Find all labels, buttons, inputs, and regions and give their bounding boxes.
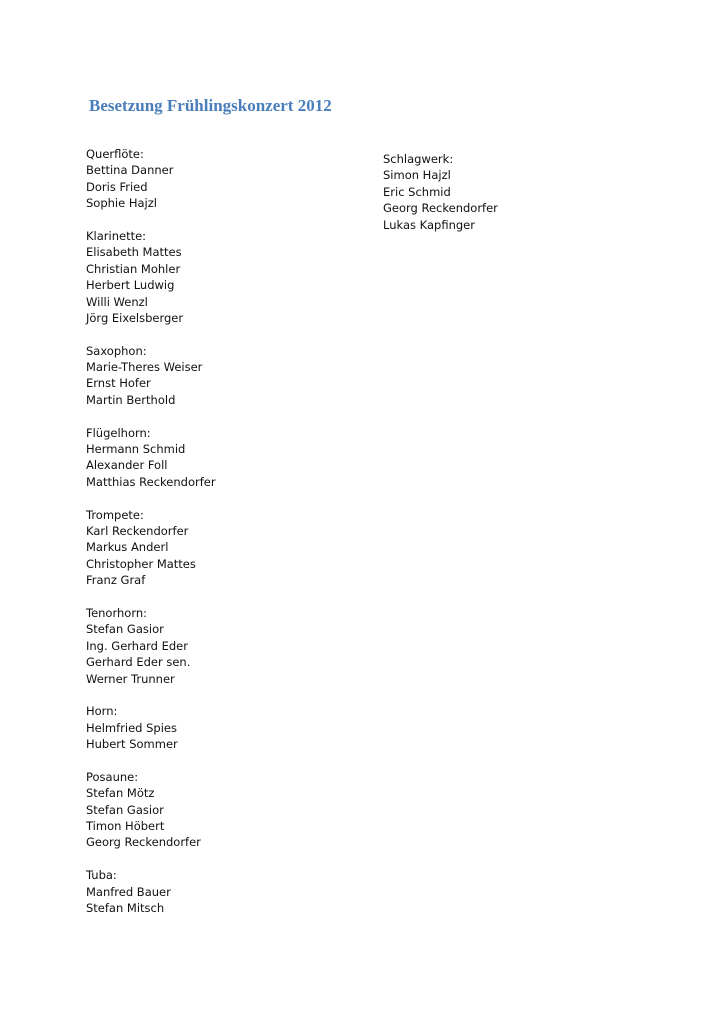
- member-name: Marie-Theres Weiser: [86, 360, 203, 375]
- member-name: Doris Fried: [86, 179, 148, 194]
- section-trompete: [86, 507, 216, 589]
- section-heading: Posaune:: [86, 769, 139, 784]
- section-heading: Saxophon:: [86, 343, 147, 358]
- section-querfloete: [86, 146, 216, 212]
- section-heading: Querflöte:: [86, 147, 144, 161]
- section-heading: Tuba:: [86, 868, 117, 883]
- right-column: [383, 151, 498, 233]
- member-name: Markus Anderl: [86, 540, 169, 555]
- section-tuba: [86, 867, 216, 916]
- member-name: Ernst Hofer: [86, 376, 151, 391]
- member-name: Lukas Kapfinger: [383, 217, 475, 232]
- member-name: Jörg Eixelsberger: [86, 310, 184, 325]
- member-name: Manfred Bauer: [86, 884, 171, 899]
- member-name: Helmfried Spies: [86, 720, 177, 735]
- member-name: Elisabeth Mattes: [86, 245, 182, 260]
- member-name: Christian Mohler: [86, 261, 181, 276]
- member-name: Karl Reckendorfer: [86, 523, 189, 538]
- member-name: Stefan Mötz: [86, 786, 155, 801]
- member-name: Hubert Sommer: [86, 737, 178, 752]
- member-name: Stefan Gasior: [86, 622, 164, 637]
- member-name: Herbert Ludwig: [86, 278, 175, 293]
- member-name: Martin Berthold: [86, 392, 176, 407]
- member-name: Stefan Gasior: [86, 802, 164, 817]
- member-name: Bettina Danner: [86, 163, 174, 178]
- section-heading: Trompete:: [86, 507, 144, 522]
- section-tenorhorn: [86, 605, 216, 687]
- member-name: Franz Graf: [86, 573, 146, 588]
- member-name: Ing. Gerhard Eder: [86, 638, 188, 653]
- section-saxophon: [86, 343, 216, 409]
- member-name: Alexander Foll: [86, 458, 168, 473]
- section-heading: Klarinette:: [86, 228, 147, 243]
- section-horn: [86, 703, 216, 752]
- member-name: Christopher Mattes: [86, 556, 196, 571]
- member-name: Gerhard Eder sen.: [86, 655, 191, 670]
- member-name: Georg Reckendorfer: [86, 835, 201, 850]
- section-posaune: [86, 769, 216, 851]
- document-title: Besetzung Frühlingskonzert 2012: [89, 96, 332, 115]
- member-name: Simon Hajzl: [383, 168, 451, 183]
- left-column: [86, 146, 216, 916]
- member-name: Hermann Schmid: [86, 442, 186, 457]
- section-schlagwerk: [383, 151, 498, 233]
- section-heading: Flügelhorn:: [86, 425, 151, 440]
- section-fluegelhorn: [86, 425, 216, 491]
- member-name: Georg Reckendorfer: [383, 201, 498, 216]
- member-name: Stefan Mitsch: [86, 900, 165, 915]
- section-heading: Tenorhorn:: [86, 605, 148, 620]
- member-name: Werner Trunner: [86, 671, 175, 686]
- member-name: Eric Schmid: [383, 184, 451, 199]
- section-heading: Horn:: [86, 704, 118, 719]
- member-name: Timon Höbert: [86, 819, 165, 834]
- member-name: Willi Wenzl: [86, 294, 148, 309]
- member-name: Sophie Hajzl: [86, 196, 157, 211]
- section-heading: Schlagwerk:: [383, 152, 454, 166]
- member-name: Matthias Reckendorfer: [86, 474, 216, 489]
- section-klarinette: [86, 228, 216, 326]
